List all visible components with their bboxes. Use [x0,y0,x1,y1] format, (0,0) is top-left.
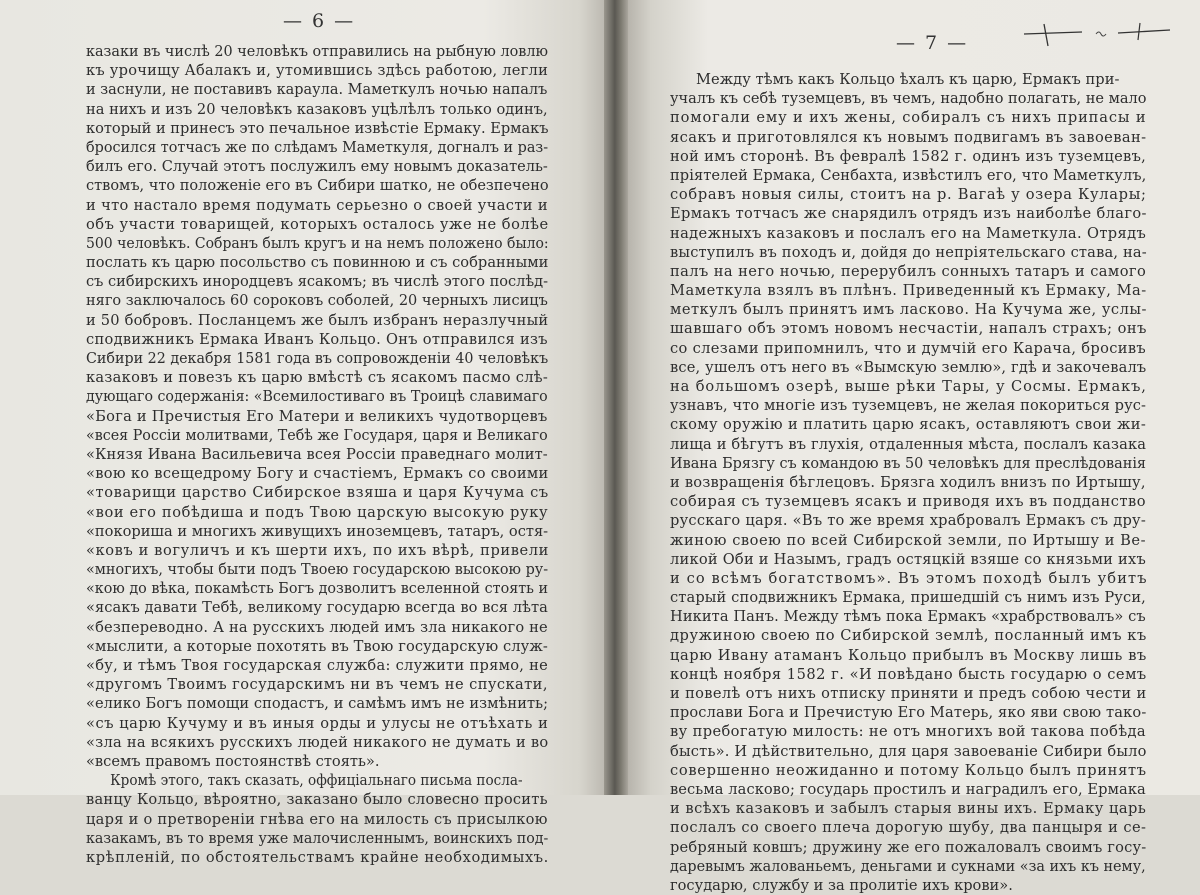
text-line: и возвращенія бѣглецовъ. Брязга ходилъ внизъ по Иртышу, [670,473,1146,491]
text-line: Сибири 22 декабря 1581 года въ сопровожденіи 40 человѣкъ [86,350,549,367]
text-line: «товарищи царство Сибирское взяша и царя Кучума съ [86,484,549,502]
text-line: и что настало время подумать серьезно о своей участи и [86,196,548,214]
text-line: Ермакъ тотчасъ же снарядилъ отрядъ изъ наиболѣе благо- [670,205,1147,223]
text-line: старый сподвижникъ Ермака, пришедшій съ нимъ изъ Руси, [670,589,1146,607]
text-line: «ковъ и вогуличъ и къ шерти ихъ, по ихъ вѣрѣ, привели [86,541,549,559]
text-line: «кою до вѣка, покамѣсть Богъ дозволитъ вселенной стоять и [86,580,549,598]
text-line: ствомъ, что положеніе его въ Сибири шатко, не обезпечено [86,177,549,195]
text-line: съ сибирскихъ инородцевъ ясакомъ; въ числѣ этого послѣд- [86,273,549,291]
text-line: дружиною своею по Сибирской землѣ, посланный имъ къ [670,627,1147,645]
text-line: и всѣхъ казаковъ и забылъ старыя вины ихъ. Ермаку царь [670,800,1147,818]
text-line: пріятелей Ермака, Сенбахта, извѣстилъ его, что Маметкулъ, [670,166,1147,184]
text-line: казаковъ и повезъ къ царю вмѣстѣ съ ясакомъ пасмо слѣ- [86,369,549,387]
text-line: шавшаго объ этомъ новомъ несчастіи, напалъ страхъ; онъ [670,320,1147,338]
text-line: собравъ новыя силы, стоитъ на р. Вагаѣ у озера Кулары; [670,186,1147,204]
text-line: даревымъ жалованьемъ, деньгами и сукнами «за ихъ къ нему, [670,857,1146,875]
text-line: выступилъ въ походъ и, дойдя до непріятельскаго става, на- [670,243,1147,261]
text-line: «безпереводно. А на русскихъ людей имъ зла никакого не [86,618,548,636]
text-line: сподвижникъ Ермака Иванъ Кольцо. Онъ отправился изъ [86,330,548,348]
text-line: «съ царю Кучуму и въ иныя орды и улусы не отъѣхать и [86,714,549,732]
handwritten-mark [1022,22,1172,48]
text-line: ребряный ковшъ; дружину же его пожаловалъ своимъ госу- [670,838,1147,856]
text-line: и повелѣ отъ нихъ отписку приняти и предъ собою чести и [670,685,1147,702]
left-page [0,0,604,866]
text-line: помогали ему и ихъ жены, собиралъ съ нихъ припасы и [670,109,1147,127]
text-line: ной имъ сторонѣ. Въ февралѣ 1582 г. одинъ изъ туземцевъ, [670,147,1147,165]
text-line: ясакъ и приготовлялся къ новымъ подвигамъ въ завоеван- [670,128,1147,146]
text-line: со слезами припомнилъ, что и думчій его Карача, бросивъ [670,339,1147,357]
text-line: крѣпленій, по обстоятельствамъ крайне необходимыхъ. [86,848,549,866]
text-line: концѣ ноября 1582 г. «И повѣдано бысть государю о семъ [670,665,1147,683]
text-line: «всея Россіи молитвами, Тебѣ же Государя, царя и Великаго [86,426,548,444]
text-line: билъ его. Случай этотъ послужилъ ему новымъ доказатель- [86,158,548,176]
text-line: весьма ласково; государь простилъ и наградилъ его, Ермака [670,780,1146,798]
text-line: узнавъ, что многіе изъ туземцевъ, не желая покориться рус- [670,397,1147,415]
text-line: ликой Оби и Назымъ, градъ остяцкій взяше со князьми ихъ [670,550,1146,568]
text-line: жиною своею по всей Сибирской земли, по Иртышу и Ве- [670,531,1147,549]
text-line: учалъ къ себѣ туземцевъ, въ чемъ, надобно полагать, не мало [670,90,1147,108]
text-line: царю Ивану атаманъ Кольцо прибылъ въ Москву лишь въ [670,646,1147,664]
text-line: «многихъ, чтобы быти подъ Твоею государскою высокою ру- [86,561,549,579]
text-line: и 50 бобровъ. Посланцемъ же былъ избранъ неразлучный [86,311,549,329]
book-gutter [604,0,628,795]
text-line: бросился тотчасъ же по слѣдамъ Маметкуля, догналъ и раз- [86,138,549,156]
text-line: собирая съ туземцевъ ясакъ и приводя ихъ въ подданство [670,493,1147,511]
text-line: Маметкула взялъ въ плѣнъ. Приведенный къ Ермаку, Ма- [670,282,1147,300]
text-line: царя и о претвореніи гнѣва его на милость съ присылкою [86,810,548,828]
text-line: «другомъ Твоимъ государскимъ ни въ чемъ не спускати, [86,676,548,694]
text-line: меткулъ былъ принятъ имъ ласково. На Кучума же, услы- [670,301,1147,319]
text-line: Кромѣ этого, такъ сказать, оффиціальнаго письма посла- [110,772,523,790]
right-page [628,0,1200,894]
text-line: Ивана Брязгу съ командою въ 50 человѣкъ для преслѣдованія [670,454,1147,472]
text-line: «елико Богъ помощи сподастъ, и самѣмъ имъ не измѣнить; [86,695,549,713]
text-line: объ участи товарищей, которыхъ осталось уже не болѣе [86,215,549,233]
text-line: все, ушелъ отъ него въ «Вымскую землю», гдѣ и закочевалъ [670,358,1147,376]
text-line: «вои его побѣдиша и подъ Твою царскую высокую руку [86,503,549,521]
right-text-column [670,70,1146,895]
text-line: Между тѣмъ какъ Кольцо ѣхалъ къ царю, Ермакъ при- [696,71,1120,88]
text-line: «Бога и Пречистыя Его Матери и великихъ чудотворцевъ [86,407,548,425]
text-line: совершенно неожиданно и потому Кольцо былъ принятъ [670,761,1147,779]
text-line: который и принесъ это печальное извѣстіе Ермаку. Ермакъ [86,119,549,137]
text-line: лища и бѣгутъ въ глухія, отдаленныя мѣста, послалъ казака [670,435,1147,453]
text-line: «зла на всякихъ русскихъ людей никакого не думать и во [86,733,549,751]
text-line: послать къ царю посольство съ повинною и съ собранными [86,254,549,272]
text-line: «Князя Ивана Васильевича всея Россіи праведнаго молит- [86,445,548,463]
text-line: и заснули, не поставивъ караула. Маметкулъ ночью напалъ [86,81,548,99]
text-line: «вою ко всещедрому Богу и счастіемъ, Ермакъ со своими [86,465,549,483]
text-line: бысть». И дѣйствительно, для царя завоеваніе Сибири было [670,742,1147,760]
page-number-right: — 7 — [896,32,969,54]
text-line: дующаго содержанія: «Всемилостиваго въ Троицѣ славимаго [86,388,548,406]
text-line: «покориша и многихъ живущихъ иноземцевъ, татаръ, остя- [86,522,549,540]
text-line: Никита Панъ. Между тѣмъ пока Ермакъ «храбрствовалъ» съ [670,608,1146,626]
text-line: ванцу Кольцо, вѣроятно, заказано было словесно просить [86,791,548,809]
text-line: надежныхъ казаковъ и послалъ его на Маметкула. Отрядъ [670,224,1147,242]
text-line: русскаго царя. «Въ то же время храбровалъ Ермакъ съ дру- [670,512,1147,530]
text-line: няго заключалось 60 сороковъ соболей, 20 черныхъ лисицъ [86,292,548,310]
text-line: «бу, и тѣмъ Твоя государская служба: служити прямо, не [86,657,549,674]
text-line: ву пребогатую милость: не отъ многихъ вой такова побѣда [670,723,1146,741]
text-line: «мыслити, а которые похотять въ Твою государскую служ- [86,637,548,655]
text-line: скому оружію и платить царю ясакъ, оставляютъ свои жи- [670,416,1147,434]
text-line: казакамъ, въ то время уже малочисленнымъ, воинскихъ под- [86,829,549,847]
text-line: на нихъ и изъ 20 человѣкъ казаковъ уцѣлѣлъ только одинъ, [86,100,548,118]
text-line: «всемъ правомъ постоянствѣ стоять». [86,752,380,770]
text-line: государю, службу и за пролитіе ихъ крови». [670,876,1013,894]
text-line: къ урочищу Абалакъ и, утомившись здѣсь работою, легли [86,62,549,80]
page-number-left: — 6 — [283,10,356,32]
left-text-column [86,42,548,867]
text-line: послалъ со своего плеча дорогую шубу, два панцыря и се- [670,819,1147,837]
text-line: на большомъ озерѣ, выше рѣки Тары, у Сосмы. Ермакъ, [670,378,1147,395]
text-line: палъ на него ночью, перерубилъ сонныхъ татаръ и самого [670,262,1147,280]
text-line: казаки въ числѣ 20 человѣкъ отправились на рыбную ловлю [86,43,548,60]
text-line: «ясакъ давати Тебѣ, великому государю всегда во вся лѣта [86,599,548,617]
text-line: 500 человѣкъ. Собранъ былъ кругъ и на немъ положено было: [86,234,549,252]
text-line: прослави Бога и Пречистую Его Матерь, яко яви свою тако- [670,704,1147,722]
text-line: и со всѣмъ богатствомъ». Въ этомъ походѣ былъ убитъ [670,569,1148,587]
